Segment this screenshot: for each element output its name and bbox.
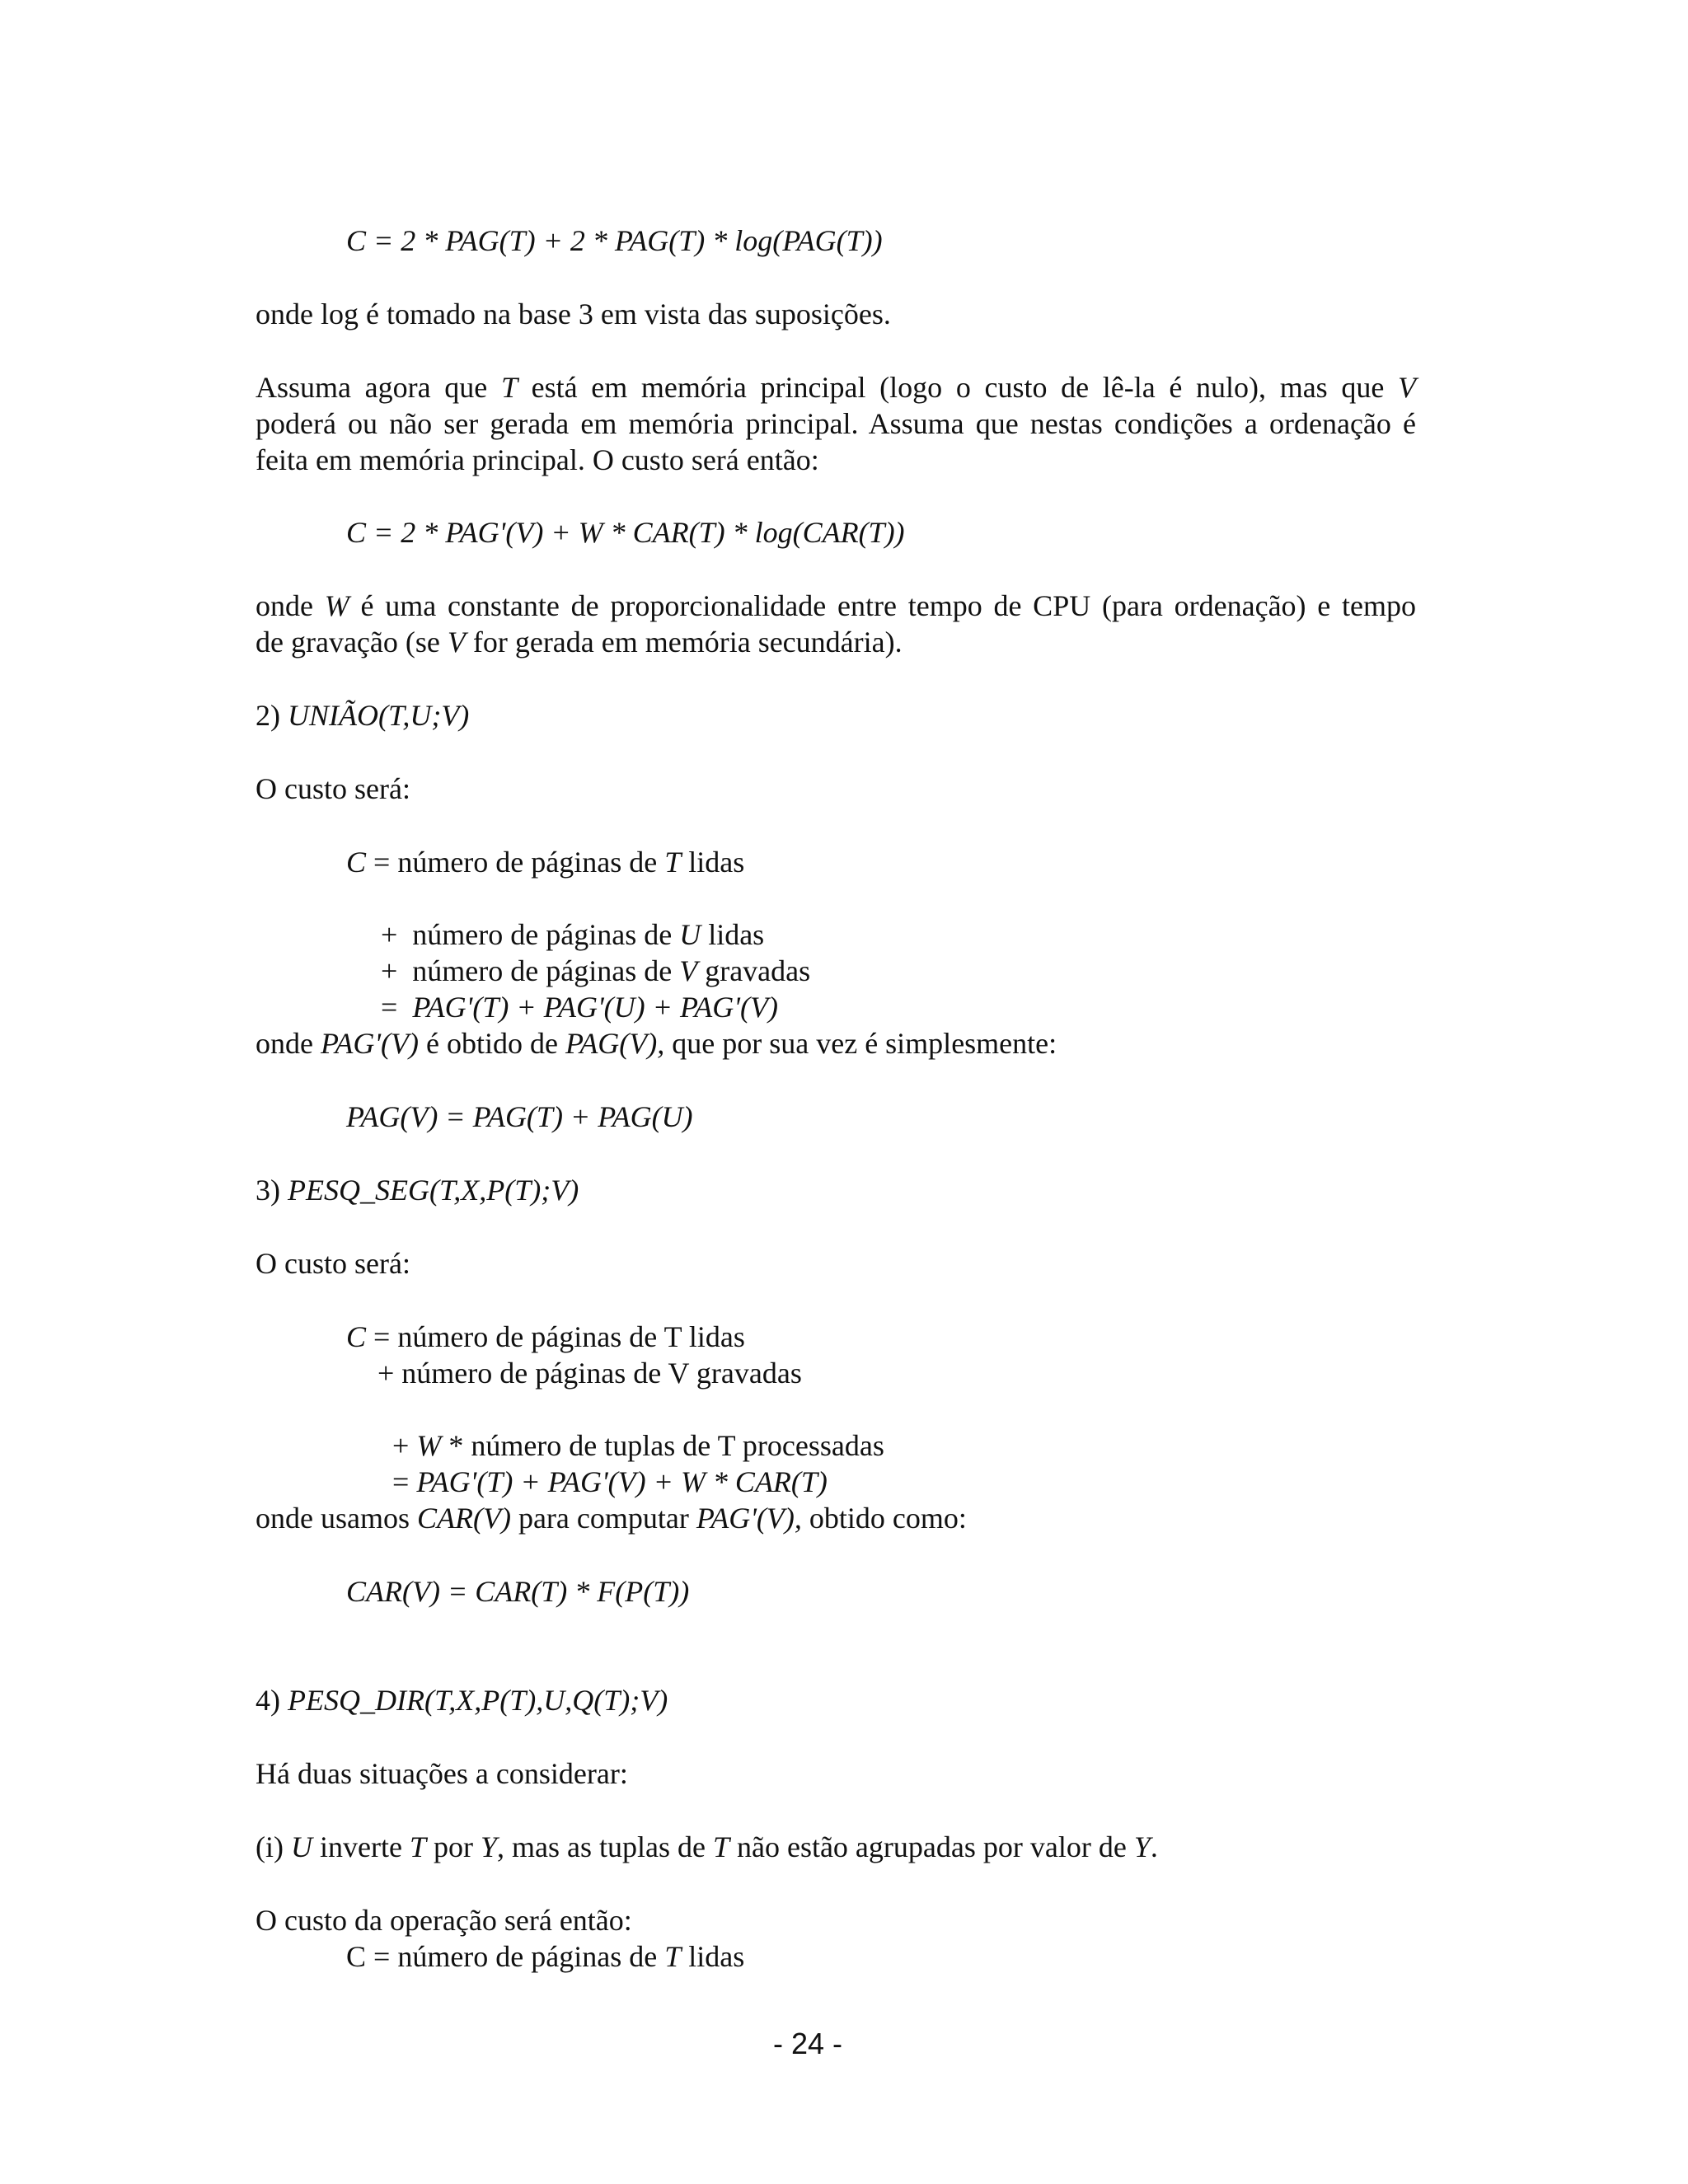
- paragraph-onde-usamos: [256, 1500, 967, 1536]
- section-heading-pesq-dir: [256, 1682, 668, 1718]
- text: feita em memória principal. O custo será então:: [256, 443, 819, 476]
- text: + número de páginas de V gravadas: [377, 1357, 802, 1390]
- text: (i): [256, 1830, 291, 1863]
- text: O custo será:: [256, 1247, 410, 1280]
- text: para computar: [510, 1502, 696, 1535]
- term: CAR(V): [416, 1502, 511, 1535]
- text: onde: [256, 589, 325, 622]
- paragraph-custo-pesq-seg: [256, 1245, 410, 1282]
- text: + número de páginas de: [381, 954, 680, 987]
- paragraph-onde-w-line-1: [256, 588, 1416, 624]
- formula-text: PAG(V) = PAG(T) + PAG(U): [346, 1100, 693, 1133]
- var-w: W: [416, 1429, 442, 1462]
- text: onde usamos: [256, 1502, 417, 1535]
- operation-name: PESQ_DIR(T,X,P(T),U,Q(T);V): [288, 1684, 668, 1717]
- var-t: T: [500, 371, 518, 404]
- formula-custo-memoria: [346, 514, 905, 551]
- operation-name: PESQ_SEG(T,X,P(T);V): [288, 1174, 579, 1207]
- section-number: 2): [256, 699, 288, 732]
- formula-custo-ordenacao: [346, 223, 883, 259]
- formula-text: C = 2 * PAG(T) + 2 * PAG(T) * log(PAG(T)): [346, 224, 883, 257]
- paragraph-assuma-line-1: [256, 369, 1416, 405]
- formula-text: PAG'(T) + PAG'(V) + W * CAR(T): [416, 1465, 828, 1498]
- var-t: T: [409, 1830, 426, 1863]
- var-y: Y: [1133, 1830, 1151, 1863]
- var-t: T: [664, 846, 682, 879]
- var-u: U: [290, 1830, 312, 1863]
- text: onde: [256, 1027, 321, 1060]
- operation-name: UNIÃO(T,U;V): [288, 699, 470, 732]
- paragraph-custo-uniao: [256, 771, 410, 807]
- text: O custo será:: [256, 772, 410, 805]
- text: obtido como:: [801, 1502, 967, 1535]
- text: = número de páginas de: [366, 846, 665, 879]
- section-heading-uniao: [256, 697, 469, 733]
- term: PAG'(V): [320, 1027, 419, 1060]
- paragraph-log-base: [256, 296, 891, 332]
- text: não estão agrupadas por valor de: [729, 1830, 1134, 1863]
- text: por: [425, 1830, 481, 1863]
- text: +: [392, 1429, 417, 1462]
- pesq-seg-cost-line-2: [377, 1355, 802, 1391]
- formula-car-v: [346, 1573, 689, 1610]
- text: C = número de páginas de: [346, 1940, 665, 1973]
- section-heading-pesq-seg: [256, 1172, 579, 1208]
- pesq-dir-cost-line-1: [346, 1938, 744, 1975]
- text: =: [392, 1465, 417, 1498]
- text: onde log é tomado na base 3 em vista das suposições.: [256, 298, 891, 330]
- pesq-seg-cost-line-4: [377, 1427, 828, 1500]
- text: =: [381, 991, 413, 1024]
- var-t: T: [712, 1830, 729, 1863]
- text: , mas as tuplas de: [497, 1830, 713, 1863]
- paragraph-onde-w-line-2: [256, 624, 903, 660]
- var-v: V: [1398, 371, 1417, 404]
- paragraph-situacao-i: [256, 1829, 1158, 1865]
- text: está em memória principal (logo o custo de lê-la é nulo), mas que: [517, 371, 1399, 404]
- text: poderá ou não ser gerada em memória principal. Assuma que nestas condições a ordenação é: [256, 407, 1416, 440]
- pesq-seg-cost-line-1: [346, 1319, 745, 1355]
- formula-text: PAG'(T) + PAG'(U) + PAG'(V): [412, 991, 778, 1024]
- text: lidas: [681, 846, 745, 879]
- text: + número de páginas de: [381, 918, 680, 951]
- term: PAG'(V),: [696, 1502, 802, 1535]
- term: PAG(V),: [565, 1027, 665, 1060]
- formula-text: C = 2 * PAG'(V) + W * CAR(T) * log(CAR(T)): [346, 516, 905, 549]
- text: que por sua vez é simplesmente:: [664, 1027, 1057, 1060]
- text: inverte: [312, 1830, 410, 1863]
- uniao-cost-line-1: [346, 844, 744, 880]
- text: é uma constante de proporcionalidade entre tempo de CPU (para ordenação) e tempo: [349, 589, 1416, 622]
- uniao-cost-line-4: [366, 953, 778, 1025]
- formula-pag-v: [346, 1099, 693, 1135]
- paragraph-duas-situacoes: [256, 1755, 628, 1792]
- text: Assuma agora que: [256, 371, 501, 404]
- section-number: 3): [256, 1174, 288, 1207]
- text: lidas: [681, 1940, 745, 1973]
- var-w: W: [324, 589, 349, 622]
- text: * número de tuplas de T processadas: [441, 1429, 884, 1462]
- var-v: V: [447, 626, 466, 658]
- var-u: U: [679, 918, 701, 951]
- page-number: - 24 -: [773, 2027, 843, 2060]
- paragraph-assuma-line-2: [256, 405, 1416, 442]
- text: de gravação (se: [256, 626, 448, 658]
- text: .: [1150, 1830, 1158, 1863]
- text: Há duas situações a considerar:: [256, 1757, 628, 1790]
- paragraph-custo-operacao: [256, 1902, 632, 1938]
- paragraph-assuma-line-3: [256, 442, 819, 478]
- section-number: 4): [256, 1684, 288, 1717]
- var-y: Y: [480, 1830, 497, 1863]
- var-t: T: [664, 1940, 682, 1973]
- var-c: C: [346, 1320, 367, 1353]
- paragraph-onde-pag: [256, 1025, 1057, 1062]
- text: é obtido de: [419, 1027, 565, 1060]
- var-c: C: [346, 846, 367, 879]
- text: gravadas: [697, 954, 811, 987]
- text: = número de páginas de T lidas: [366, 1320, 745, 1353]
- text: for gerada em memória secundária).: [465, 626, 903, 658]
- text: O custo da operação será então:: [256, 1904, 632, 1937]
- var-v: V: [679, 954, 698, 987]
- text: lidas: [701, 918, 765, 951]
- formula-text: CAR(V) = CAR(T) * F(P(T)): [346, 1575, 690, 1608]
